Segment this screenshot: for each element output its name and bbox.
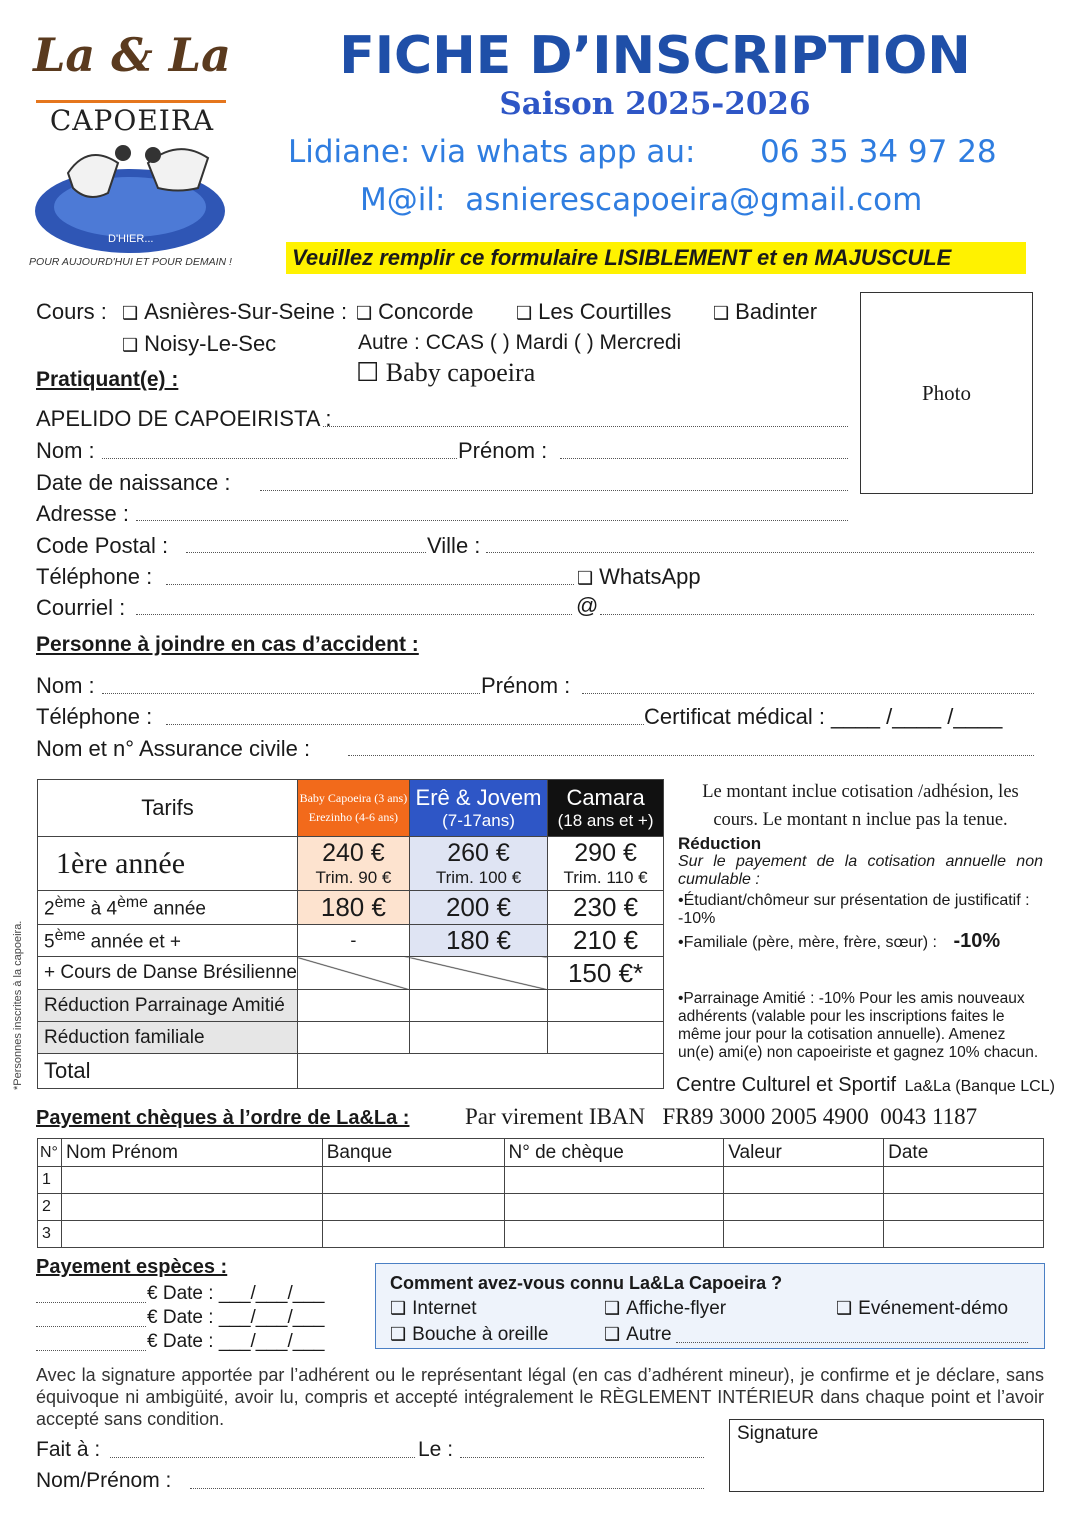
survey-box [375, 1263, 1045, 1349]
cheque-number-cell[interactable] [504, 1194, 724, 1221]
address-field[interactable] [136, 520, 848, 521]
amount-note: Le montant inclue cotisation /adhésion, les cours. Le montant n inclue pas la tenue. [702, 782, 1019, 830]
cheque-bank-cell[interactable] [322, 1167, 504, 1194]
birth-field[interactable] [260, 490, 848, 491]
cheque-name-cell[interactable] [61, 1167, 322, 1194]
price-baby-y5: - [297, 925, 409, 957]
col-value: Valeur [724, 1139, 884, 1167]
row-first-year: 1ère année [38, 837, 298, 891]
course-courtilles[interactable]: ❑ Les Courtilles [516, 299, 671, 325]
cheque-date-cell[interactable] [884, 1221, 1044, 1248]
le-field[interactable] [460, 1457, 704, 1458]
course-badinter[interactable]: ❑ Badinter [713, 299, 817, 325]
insurance-field[interactable] [348, 755, 1034, 756]
whatsapp-checkbox[interactable]: ❑ WhatsApp [577, 564, 701, 590]
page-title: FICHE D’INSCRIPTION [339, 26, 971, 86]
col-ere-line1: Erê & Jovem [415, 785, 542, 810]
emergency-heading: Personne à joindre en cas d’accident : [36, 633, 419, 656]
side-note: *Personnes inscrites à la capoeira. [12, 920, 24, 1090]
emergency-phone-label: Téléphone : [36, 704, 153, 729]
notice-banner: Veuillez remplir ce formulaire LISIBLEMENT et en MAJUSCULE [286, 242, 1026, 274]
signature-label: Signature [737, 1423, 819, 1444]
zip-label: Code Postal : [36, 533, 169, 558]
price-camara-y1-annual: 290 € [574, 839, 637, 867]
dance-ere-na [409, 957, 547, 990]
course-other[interactable]: Autre : CCAS ( ) Mardi ( ) Mercredi [358, 331, 682, 354]
sponsor-ere-cell[interactable] [409, 990, 547, 1022]
course-asnieres[interactable]: ❑ Asnières-Sur-Seine : [122, 299, 347, 325]
col-cheque-no: N° de chèque [504, 1139, 724, 1167]
row-dance: + Cours de Danse Brésilienne [38, 957, 298, 990]
cheque-row [38, 1221, 1044, 1248]
cash-amount-3[interactable] [36, 1350, 146, 1351]
logo-dhier: D'HIER... [108, 233, 154, 245]
row-total: Total [38, 1054, 298, 1089]
col-ere [409, 780, 547, 837]
nom-label: Nom : [36, 438, 95, 463]
cheque-row-num: 2 [38, 1194, 62, 1221]
cheque-row-num: 3 [38, 1221, 62, 1248]
col-baby [297, 780, 409, 837]
reduction-subtitle: Sur le payement de la cotisation annuelle non cumulable : [678, 853, 1043, 888]
email-label: Courriel : [36, 595, 126, 620]
sponsor-camara-cell[interactable] [548, 990, 664, 1022]
apelido-field[interactable] [323, 426, 848, 427]
row-sponsor-reduction: Réduction Parrainage Amitié [38, 990, 298, 1022]
season: Saison 2025-2026 [499, 86, 811, 122]
cheque-row [38, 1194, 1044, 1221]
price-camara-y2: 230 € [548, 891, 664, 925]
le-label: Le : [418, 1438, 454, 1461]
prenom-label: Prénom : [458, 438, 548, 463]
birth-label: Date de naissance : [36, 470, 231, 495]
logo-name-text: CAPOEIRA [49, 104, 215, 137]
phone-label: Téléphone : [36, 564, 153, 589]
fait-label: Fait à : [36, 1438, 101, 1461]
cash-amount-1[interactable] [36, 1302, 146, 1303]
practitioner-heading: Pratiquant(e) : [36, 368, 179, 391]
logo-slogan: POUR AUJOURD'HUI ET POUR DEMAIN ! [29, 256, 232, 268]
prenom-field[interactable] [560, 458, 848, 459]
price-ere-y2: 200 € [409, 891, 547, 925]
price-ere-y5: 180 € [409, 925, 547, 957]
cash-heading: Payement espèces : [36, 1256, 228, 1278]
survey-flyer[interactable]: ❑ Affiche-flyer [604, 1298, 726, 1320]
cash-amount-2[interactable] [36, 1326, 146, 1327]
dance-baby-na [297, 957, 409, 990]
col-bank: Banque [322, 1139, 504, 1167]
apelido-label: APELIDO DE CAPOEIRISTA : [36, 406, 332, 431]
survey-question: Comment avez-vous connu La&La Capoeira ? [390, 1273, 783, 1293]
row-year-5: 5ème année et + [38, 925, 298, 957]
cheque-bank-cell[interactable] [322, 1194, 504, 1221]
price-ere-y1-trim: Trim. 100 € [435, 868, 522, 887]
tarifs-table [37, 779, 664, 1089]
col-name: Nom Prénom [61, 1139, 322, 1167]
cheque-row [38, 1167, 1044, 1194]
survey-other[interactable]: ❑ Autre [604, 1324, 672, 1346]
col-baby-line2: Erezinho (4-6 ans) [308, 810, 399, 824]
col-camara-line2: (18 ans et +) [557, 811, 654, 830]
nom-field[interactable] [102, 458, 457, 459]
emergency-prenom-field[interactable] [582, 693, 1034, 694]
cheque-value-cell[interactable] [724, 1221, 884, 1248]
price-dance: 150 €* [548, 957, 664, 990]
family-baby-cell[interactable] [297, 1022, 409, 1054]
family-reduction-pct: -10% [953, 930, 1001, 952]
col-camara [548, 780, 664, 837]
phone-field[interactable] [166, 584, 574, 585]
cheque-date-cell[interactable] [884, 1194, 1044, 1221]
cheque-date-cell[interactable] [884, 1167, 1044, 1194]
family-camara-cell[interactable] [548, 1022, 664, 1054]
fait-field[interactable] [110, 1457, 415, 1458]
bank-name: La&La (Banque LCL) [904, 1078, 1055, 1095]
emergency-phone-field[interactable] [166, 724, 644, 725]
nomprenom-label: Nom/Prénom : [36, 1469, 172, 1492]
contact-phone: 06 35 34 97 28 [760, 134, 997, 170]
cheque-value-cell[interactable] [724, 1194, 884, 1221]
mail-label: M@il: [360, 182, 446, 218]
mail-address[interactable]: asnierescapoeira@gmail.com [465, 182, 923, 218]
family-ere-cell[interactable] [409, 1022, 547, 1054]
survey-word-of-mouth[interactable]: ❑ Bouche à oreille [390, 1324, 548, 1346]
cheque-name-cell[interactable] [61, 1221, 322, 1248]
centre-line [676, 1074, 1055, 1097]
email-domain-field[interactable] [600, 614, 1034, 615]
price-baby-y2: 180 € [297, 891, 409, 925]
reduction-title: Réduction [678, 834, 762, 853]
cheque-value-cell[interactable] [724, 1167, 884, 1194]
contact-line [288, 134, 1028, 170]
course-baby[interactable]: ☐ Baby capoeira [356, 358, 536, 387]
cash-date-1[interactable]: € Date : ___/___/___ [147, 1283, 325, 1304]
zip-field[interactable] [186, 552, 426, 553]
family-reduction [678, 930, 1043, 953]
emergency-prenom-label: Prénom : [481, 673, 571, 698]
col-num: N° [38, 1139, 62, 1167]
survey-other-field[interactable] [676, 1342, 1028, 1343]
survey-event[interactable]: ❑ Evénement-démo [836, 1298, 1008, 1320]
iban-line: Par virement IBAN FR89 3000 2005 4900 0043 1187 [465, 1104, 978, 1129]
logo-top-text: La & La [33, 28, 231, 82]
centre-name: Centre Culturel et Sportif [676, 1074, 897, 1096]
cheques-table [37, 1138, 1044, 1248]
cheque-name-cell[interactable] [61, 1194, 322, 1221]
course-concorde[interactable]: ❑ Concorde [356, 299, 474, 325]
mail-line [360, 182, 1020, 218]
logo [28, 28, 233, 278]
col-ere-line2: (7-17ans) [442, 811, 515, 830]
photo-box[interactable] [860, 292, 1033, 494]
certificate-field[interactable]: Certificat médical : ____ /____ /____ [644, 704, 1003, 729]
cheque-number-cell[interactable] [504, 1167, 724, 1194]
contact-label: Lidiane: via whats app au: [288, 134, 696, 170]
col-camara-line1: Camara [566, 785, 645, 810]
survey-internet[interactable]: ❑ Internet [390, 1298, 477, 1320]
cheque-row-num: 1 [38, 1167, 62, 1194]
total-cell[interactable] [297, 1054, 663, 1089]
cash-date-2[interactable]: € Date : ___/___/___ [147, 1307, 325, 1328]
course-noisy[interactable]: ❑ Noisy-Le-Sec [122, 331, 276, 357]
student-reduction: •Étudiant/chômeur sur présentation de justificatif : -10% [678, 892, 1030, 927]
sponsor-reduction: •Parrainage Amitié : -10% Pour les amis nouveaux adhérents (valable pour les inscriptions faites le même jour pour la cotisation annuelle). Amenez un(e) ami(e) non capoeiriste et gagnez 10% chacun. [678, 990, 1039, 1061]
signature-box[interactable] [729, 1419, 1044, 1492]
declaration: Avec la signature apportée par l’adhérent ou le représentant légal (en cas d’adhérent mineur), je confirme et je déclare, sans équivoque ni ambigüité, avoir lu, compris et accepté intégralement le RÈGLEMENT INTÉRIEUR dans chaque point et l’avoir accepté sans condition. [36, 1365, 1044, 1429]
cheques-heading: Payement chèques à l’ordre de La&La : [36, 1107, 410, 1129]
price-baby-y1-trim: Trim. 90 € [315, 868, 392, 887]
price-baby-y1-annual: 240 € [322, 839, 385, 867]
email-field[interactable] [136, 614, 572, 615]
city-label: Ville : [427, 533, 481, 558]
price-camara-y5: 210 € [548, 925, 664, 957]
email-at: @ [576, 593, 599, 618]
price-ere-y1 [409, 837, 547, 891]
photo-label: Photo [921, 380, 971, 405]
row-years-2-4: 2ème à 4ème année [38, 891, 298, 925]
col-baby-line1: Baby Capoeira (3 ans) [299, 791, 408, 805]
address-label: Adresse : [36, 501, 129, 526]
cheque-number-cell[interactable] [504, 1221, 724, 1248]
cheque-bank-cell[interactable] [322, 1221, 504, 1248]
cash-date-3[interactable]: € Date : ___/___/___ [147, 1331, 325, 1352]
emergency-nom-field[interactable] [102, 693, 480, 694]
price-camara-y1-trim: Trim. 110 € [563, 868, 648, 887]
row-family-reduction: Réduction familiale [38, 1022, 298, 1054]
emergency-nom-label: Nom : [36, 673, 95, 698]
price-camara-y1 [548, 837, 664, 891]
price-ere-y1-annual: 260 € [447, 839, 510, 867]
col-date: Date [884, 1139, 1044, 1167]
sponsor-baby-cell[interactable] [297, 990, 409, 1022]
price-baby-y1 [297, 837, 409, 891]
courses-label: Cours : [36, 299, 107, 324]
nomprenom-field[interactable] [190, 1488, 704, 1489]
tarifs-header: Tarifs [38, 780, 298, 837]
family-reduction-label: •Familiale (père, mère, frère, sœur) : [678, 934, 937, 951]
insurance-label: Nom et n° Assurance civile : [36, 736, 311, 761]
city-field[interactable] [486, 552, 1034, 553]
